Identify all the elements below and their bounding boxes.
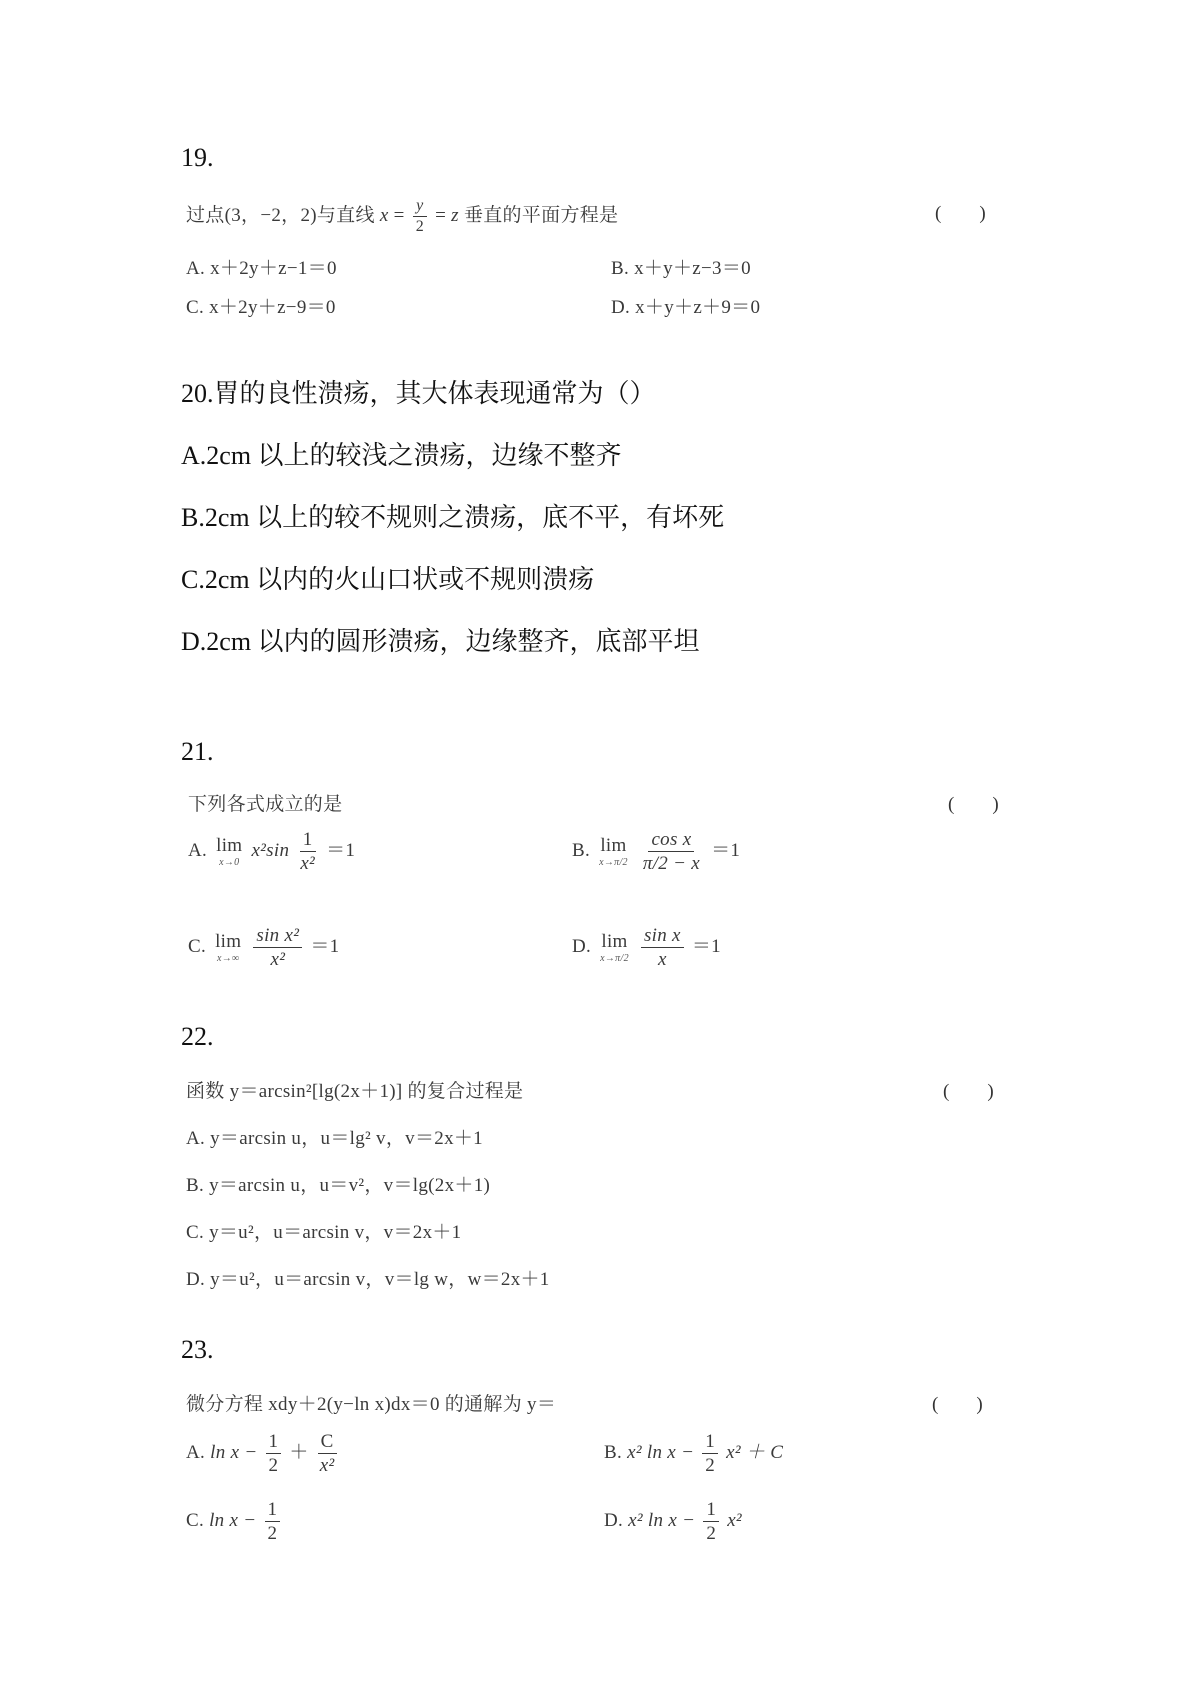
q20-option-b: B.2cm 以上的较不规则之溃疡，底不平，有坏死 <box>181 503 725 532</box>
question-20-text: 胃的良性溃疡，其大体表现通常为（） <box>213 379 656 408</box>
q21-d-fraction <box>641 926 684 969</box>
q23-a-pre: ln x − <box>210 1441 258 1463</box>
q23-a-den-2: x² <box>319 1455 335 1476</box>
q23-b-fraction <box>702 1432 718 1475</box>
q21-c-limit <box>215 932 241 964</box>
q21-d-num: sin x <box>641 926 684 948</box>
q19-option-c: C. x＋2y＋z−9＝0 <box>186 297 336 318</box>
q23-a-num-2: C <box>318 1432 337 1454</box>
question-19-answer-paren: ( ) <box>935 203 986 224</box>
q23-option-d <box>604 1500 742 1543</box>
q19-equals-2: = <box>435 204 447 226</box>
q21-c-label: C. <box>188 935 207 957</box>
q23-d-label: D. <box>604 1509 624 1531</box>
q23-d-fraction <box>703 1500 719 1543</box>
q23-d-den: 2 <box>706 1523 717 1544</box>
question-23-stem: 微分方程 xdy＋2(y−ln x)dx＝0 的通解为 y＝ <box>186 1394 557 1415</box>
question-21-number: 21. <box>181 737 214 766</box>
q21-c-den: x² <box>270 949 286 970</box>
q21-b-fraction <box>640 830 703 873</box>
q19-fraction <box>413 198 427 235</box>
q23-b-pre: x² ln x − <box>627 1441 695 1463</box>
q21-a-lim: lim <box>216 834 243 856</box>
q21-option-c <box>188 926 339 969</box>
q19-option-a: A. x＋2y＋z−1＝0 <box>186 258 337 279</box>
q23-c-pre: ln x − <box>209 1509 257 1531</box>
q20-option-c: C.2cm 以内的火山口状或不规则溃疡 <box>181 565 595 594</box>
question-19-stem <box>186 198 618 235</box>
q21-a-fraction <box>297 830 318 873</box>
q23-b-den: 2 <box>705 1455 716 1476</box>
q21-option-b <box>572 830 740 873</box>
q23-option-c <box>186 1500 283 1543</box>
q21-b-lim-sub: x→π/2 <box>599 856 628 868</box>
q21-a-label: A. <box>188 839 208 861</box>
q21-b-lim: lim <box>600 834 627 856</box>
question-22-answer-paren: ( ) <box>943 1081 994 1102</box>
q21-option-d <box>572 926 721 969</box>
q23-a-mid: ＋ <box>289 1441 309 1463</box>
q23-a-num-1: 1 <box>266 1432 282 1454</box>
q20-option-a: A.2cm 以上的较浅之溃疡，边缘不整齐 <box>181 441 622 470</box>
q21-b-rhs: ＝1 <box>711 839 741 861</box>
question-20-number: 20. <box>181 379 214 408</box>
q19-stem-tail: 垂直的平面方程是 <box>463 204 619 226</box>
question-22-number: 22. <box>181 1022 214 1051</box>
q23-option-b <box>604 1432 783 1475</box>
q21-d-lim: lim <box>601 930 628 952</box>
q21-a-den: x² <box>300 853 316 874</box>
q19-frac-den: 2 <box>415 218 425 235</box>
q21-c-lim-sub: x→∞ <box>216 952 240 964</box>
q22-option-b: B. y＝arcsin u，u＝v²，v＝lg(2x＋1) <box>186 1175 491 1196</box>
q19-stem-text: 过点(3，−2，2)与直线 <box>186 204 375 226</box>
question-23-answer-paren: ( ) <box>932 1394 983 1415</box>
q21-a-limit <box>216 836 242 868</box>
q21-d-label: D. <box>572 935 592 957</box>
q21-b-num: cos x <box>648 830 694 852</box>
question-22-stem: 函数 y＝arcsin²[lg(2x＋1)] 的复合过程是 <box>186 1081 524 1102</box>
q21-c-lim: lim <box>215 930 242 952</box>
q23-c-fraction <box>265 1500 281 1543</box>
q23-d-num: 1 <box>703 1500 719 1522</box>
question-23-number: 23. <box>181 1335 214 1364</box>
q21-a-rhs: ＝1 <box>326 839 356 861</box>
question-21-answer-paren: ( ) <box>948 794 999 815</box>
question-19-number: 19. <box>181 143 214 172</box>
q23-b-num: 1 <box>702 1432 718 1454</box>
q22-option-a: A. y＝arcsin u，u＝lg² v，v＝2x＋1 <box>186 1128 483 1149</box>
q21-c-num: sin x² <box>253 926 302 948</box>
q21-a-lim-sub: x→0 <box>219 856 240 868</box>
q23-option-a <box>186 1432 341 1475</box>
q23-b-post: x² ＋ C <box>726 1441 784 1463</box>
q23-c-den: 2 <box>267 1523 278 1544</box>
q21-option-a <box>188 830 355 873</box>
q19-var-z: z <box>451 204 459 226</box>
q21-b-den: π/2 − x <box>642 853 701 874</box>
q22-option-d: D. y＝u²，u＝arcsin v，v＝lg w，w＝2x＋1 <box>186 1269 550 1290</box>
q21-d-limit <box>600 932 629 964</box>
q21-c-rhs: ＝1 <box>310 935 340 957</box>
q21-d-den: x <box>658 949 667 970</box>
q23-a-fraction-2 <box>317 1432 338 1475</box>
q23-a-den-1: 2 <box>268 1455 279 1476</box>
q23-b-label: B. <box>604 1441 623 1463</box>
q23-a-label: A. <box>186 1441 206 1463</box>
q21-b-label: B. <box>572 839 591 861</box>
q21-a-pre: x²sin <box>251 839 290 861</box>
question-21-stem: 下列各式成立的是 <box>188 794 343 815</box>
q23-d-post: x² <box>727 1509 742 1531</box>
q23-c-label: C. <box>186 1509 205 1531</box>
q19-var-x: x <box>379 204 389 226</box>
q22-option-c: C. y＝u²，u＝arcsin v，v＝2x＋1 <box>186 1222 462 1243</box>
q19-option-d: D. x＋y＋z＋9＝0 <box>611 297 761 318</box>
q19-frac-num: y <box>413 198 426 217</box>
q21-c-fraction <box>253 926 302 969</box>
q23-d-pre: x² ln x − <box>628 1509 696 1531</box>
q20-option-d: D.2cm 以内的圆形溃疡，边缘整齐，底部平坦 <box>181 627 700 656</box>
q23-c-num: 1 <box>265 1500 281 1522</box>
q21-a-num: 1 <box>300 830 316 852</box>
q19-option-b: B. x＋y＋z−3＝0 <box>611 258 751 279</box>
q23-a-fraction-1 <box>266 1432 282 1475</box>
q21-d-rhs: ＝1 <box>691 935 721 957</box>
q21-b-limit <box>599 836 628 868</box>
q19-equals-1: = <box>393 204 405 226</box>
question-20-stem <box>181 373 656 410</box>
q21-d-lim-sub: x→π/2 <box>600 952 629 964</box>
